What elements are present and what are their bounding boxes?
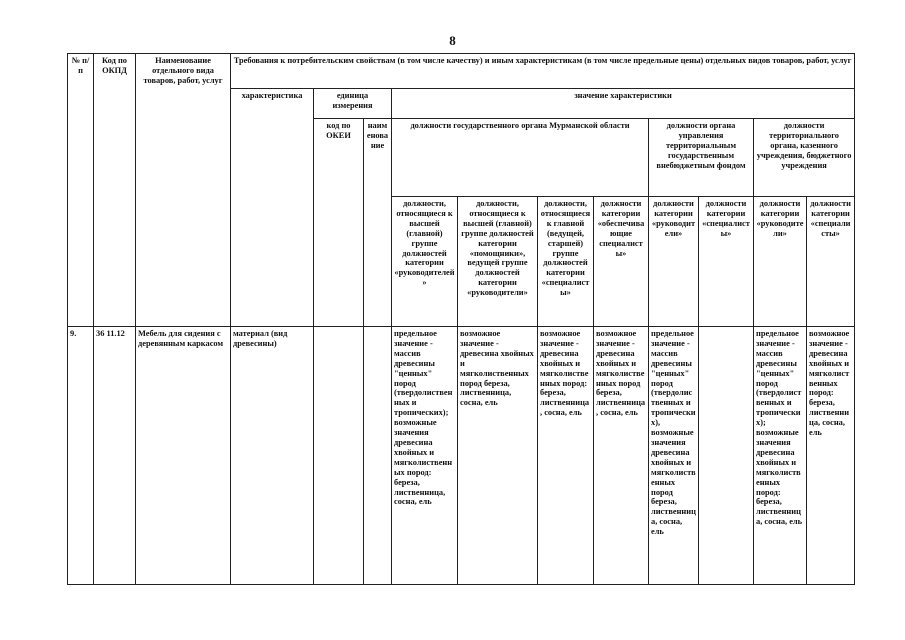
- header-group-fund: должности органа управления территориальным государственным внебюджетным фондом: [649, 119, 754, 197]
- subcol-fund1: должности категории «руководители»: [649, 197, 699, 327]
- header-group-gov: должности государственного органа Мурманской области: [392, 119, 649, 197]
- row-name: Мебель для сидения с деревянным каркасом: [136, 327, 231, 585]
- row-characteristic: материал (вид древесины): [231, 327, 314, 585]
- header-okei: код по ОКЕИ: [314, 119, 364, 327]
- row-gov2: возможное значение - древесина хвойных и мягколиственных пород береза, лиственница, сосна, ель: [458, 327, 538, 585]
- subcol-inst1: должности категории «руководители»: [754, 197, 807, 327]
- subcol-gov1: должности, относящиеся к высшей (главной) группе должностей категории «руководителей»: [392, 197, 458, 327]
- header-okpd: Код по ОКПД: [94, 54, 136, 327]
- header-value: значение характеристики: [392, 89, 855, 119]
- header-group-inst: должности территориального органа, казенного учреждения, бюджетного учреждения: [754, 119, 855, 197]
- subcol-gov3: должности, относящиеся к главной (ведущей, старшей) группе должностей категории «специалисты»: [538, 197, 594, 327]
- subcol-fund2: должности категории «специалисты»: [699, 197, 754, 327]
- header-unit-name: наим енова ние: [364, 119, 392, 327]
- row-inst2: возможное значение - древесина хвойных и мягколиственных пород: береза, лиственница, сосна, ель: [807, 327, 855, 585]
- row-fund2: [699, 327, 754, 585]
- row-fund1: предельное значение - массив древесины "ценных" пород (твердолиственных и тропических), возможные значения древесина хвойных и мягколиственных пород береза, лиственница, сосна, ель: [649, 327, 699, 585]
- page-number: 8: [449, 33, 456, 48]
- row-gov4: возможное значение - древесина хвойных и мягколиственных пород береза, лиственница, сосна, ель: [594, 327, 649, 585]
- header-unit: единица измерения: [314, 89, 392, 119]
- row-gov3: возможное значение - древесина хвойных и мягколиственных пород: береза, лиственница, сосна, ель: [538, 327, 594, 585]
- subcol-inst2: должности категории «специалисты»: [807, 197, 855, 327]
- row-okpd: 36 11.12: [94, 327, 136, 585]
- row-inst1: предельное значение - массив древесины "ценных" пород (твердолиственных и тропических); возможные значения древесина хвойных и мягколиственных пород: береза, лиственница, сосна, ель: [754, 327, 807, 585]
- row-okei: [314, 327, 364, 585]
- subcol-gov2: должности, относящиеся к высшей (главной) группе должностей категории «помощники», ведущей группе должностей категории «руководители»: [458, 197, 538, 327]
- row-unit-name: [364, 327, 392, 585]
- requirements-table: [67, 53, 855, 585]
- table-row: [68, 327, 855, 585]
- header-requirements: Требования к потребительским свойствам (в том числе качеству) и иным характеристикам (в том числе предельные цены) отдельных видов товаров, работ, услуг: [231, 54, 855, 89]
- header-characteristic: характеристика: [231, 89, 314, 327]
- row-num: 9.: [68, 327, 94, 585]
- header-num: № п/п: [68, 54, 94, 327]
- row-gov1: предельное значение - массив древесины "ценных" пород (твердолиственных и тропических); возможные значения древесина хвойных и мягколиственных пород: береза, лиственница, сосна, ель: [392, 327, 458, 585]
- subcol-gov4: должности категории «обеспечивающие специалисты»: [594, 197, 649, 327]
- header-name: Наименование отдельного вида товаров, работ, услуг: [136, 54, 231, 327]
